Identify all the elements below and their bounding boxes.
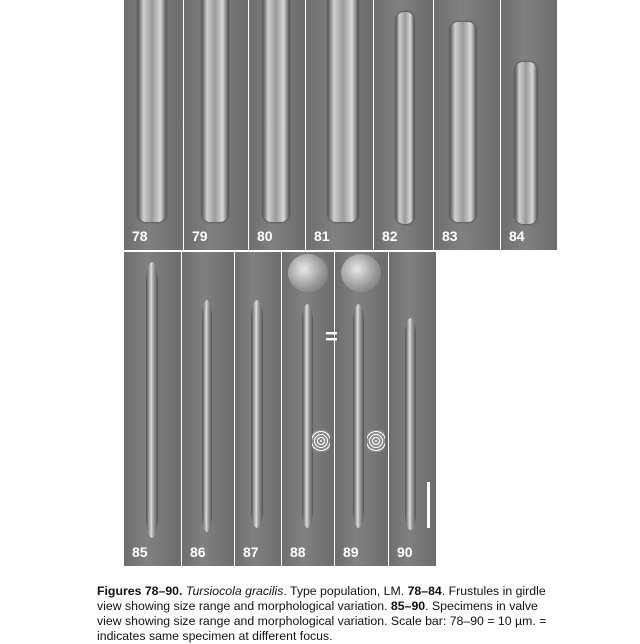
frustule [263, 0, 289, 222]
frustule [202, 0, 228, 222]
frustule [450, 22, 476, 222]
figure-panel-82 [374, 0, 433, 250]
figure-panel-86 [182, 252, 234, 566]
valve [353, 304, 364, 528]
caption-range-1: 78–84 [407, 584, 442, 598]
figure-label-84: 84 [509, 228, 525, 244]
figure-label-80: 80 [257, 228, 273, 244]
figure-label-81: 81 [314, 228, 330, 244]
frustule [138, 0, 166, 222]
figure-panel-81 [306, 0, 373, 250]
frustule [515, 62, 537, 224]
valve [302, 304, 313, 528]
debris-particle [312, 430, 330, 452]
frustule [328, 0, 358, 222]
caption-text-2: . Specimens in valve view showing size range and morphological variation. Scale bar: 78–90 = 10 µm. = indicates same specimen at different focus. [97, 599, 547, 643]
figure-label-82: 82 [382, 228, 398, 244]
scale-bar [427, 482, 430, 528]
figure-label-89: 89 [343, 544, 359, 560]
figure-caption [97, 584, 557, 644]
frustule [396, 12, 414, 224]
valve [202, 300, 212, 532]
same-specimen-marker: = [325, 324, 338, 349]
figure-panel-79 [184, 0, 248, 250]
figure-label-87: 87 [243, 544, 259, 560]
valve [405, 318, 416, 530]
figure-label-90: 90 [397, 544, 413, 560]
caption-intro: . Type population, LM. [283, 584, 408, 598]
figure-panel-87 [235, 252, 281, 566]
caption-taxon: Tursiocola gracilis [185, 584, 284, 598]
caption-text-1: . Frustules in girdle view showing size range and morphological variation. [97, 584, 546, 613]
figure-label-85: 85 [132, 544, 148, 560]
valve [146, 262, 158, 538]
figure-panel-89 [335, 252, 388, 566]
figure-label-83: 83 [442, 228, 458, 244]
figure-panel-85 [124, 252, 181, 566]
debris-particle [288, 254, 328, 292]
figure-panel-78 [124, 0, 183, 250]
figure-label-88: 88 [290, 544, 306, 560]
figure-label-78: 78 [132, 228, 148, 244]
debris-particle [341, 254, 381, 292]
figure-label-86: 86 [190, 544, 206, 560]
figure-panel-80 [249, 0, 305, 250]
figure-panel-88 [282, 252, 334, 566]
figure-label-79: 79 [192, 228, 208, 244]
figure-panel-90 [389, 252, 436, 566]
caption-figures-label: Figures 78–90. [97, 584, 183, 598]
figure-panel-84 [501, 0, 557, 250]
figure-panel-83 [434, 0, 500, 250]
valve [251, 300, 263, 528]
caption-range-2: 85–90 [390, 599, 426, 613]
debris-particle [367, 430, 385, 452]
